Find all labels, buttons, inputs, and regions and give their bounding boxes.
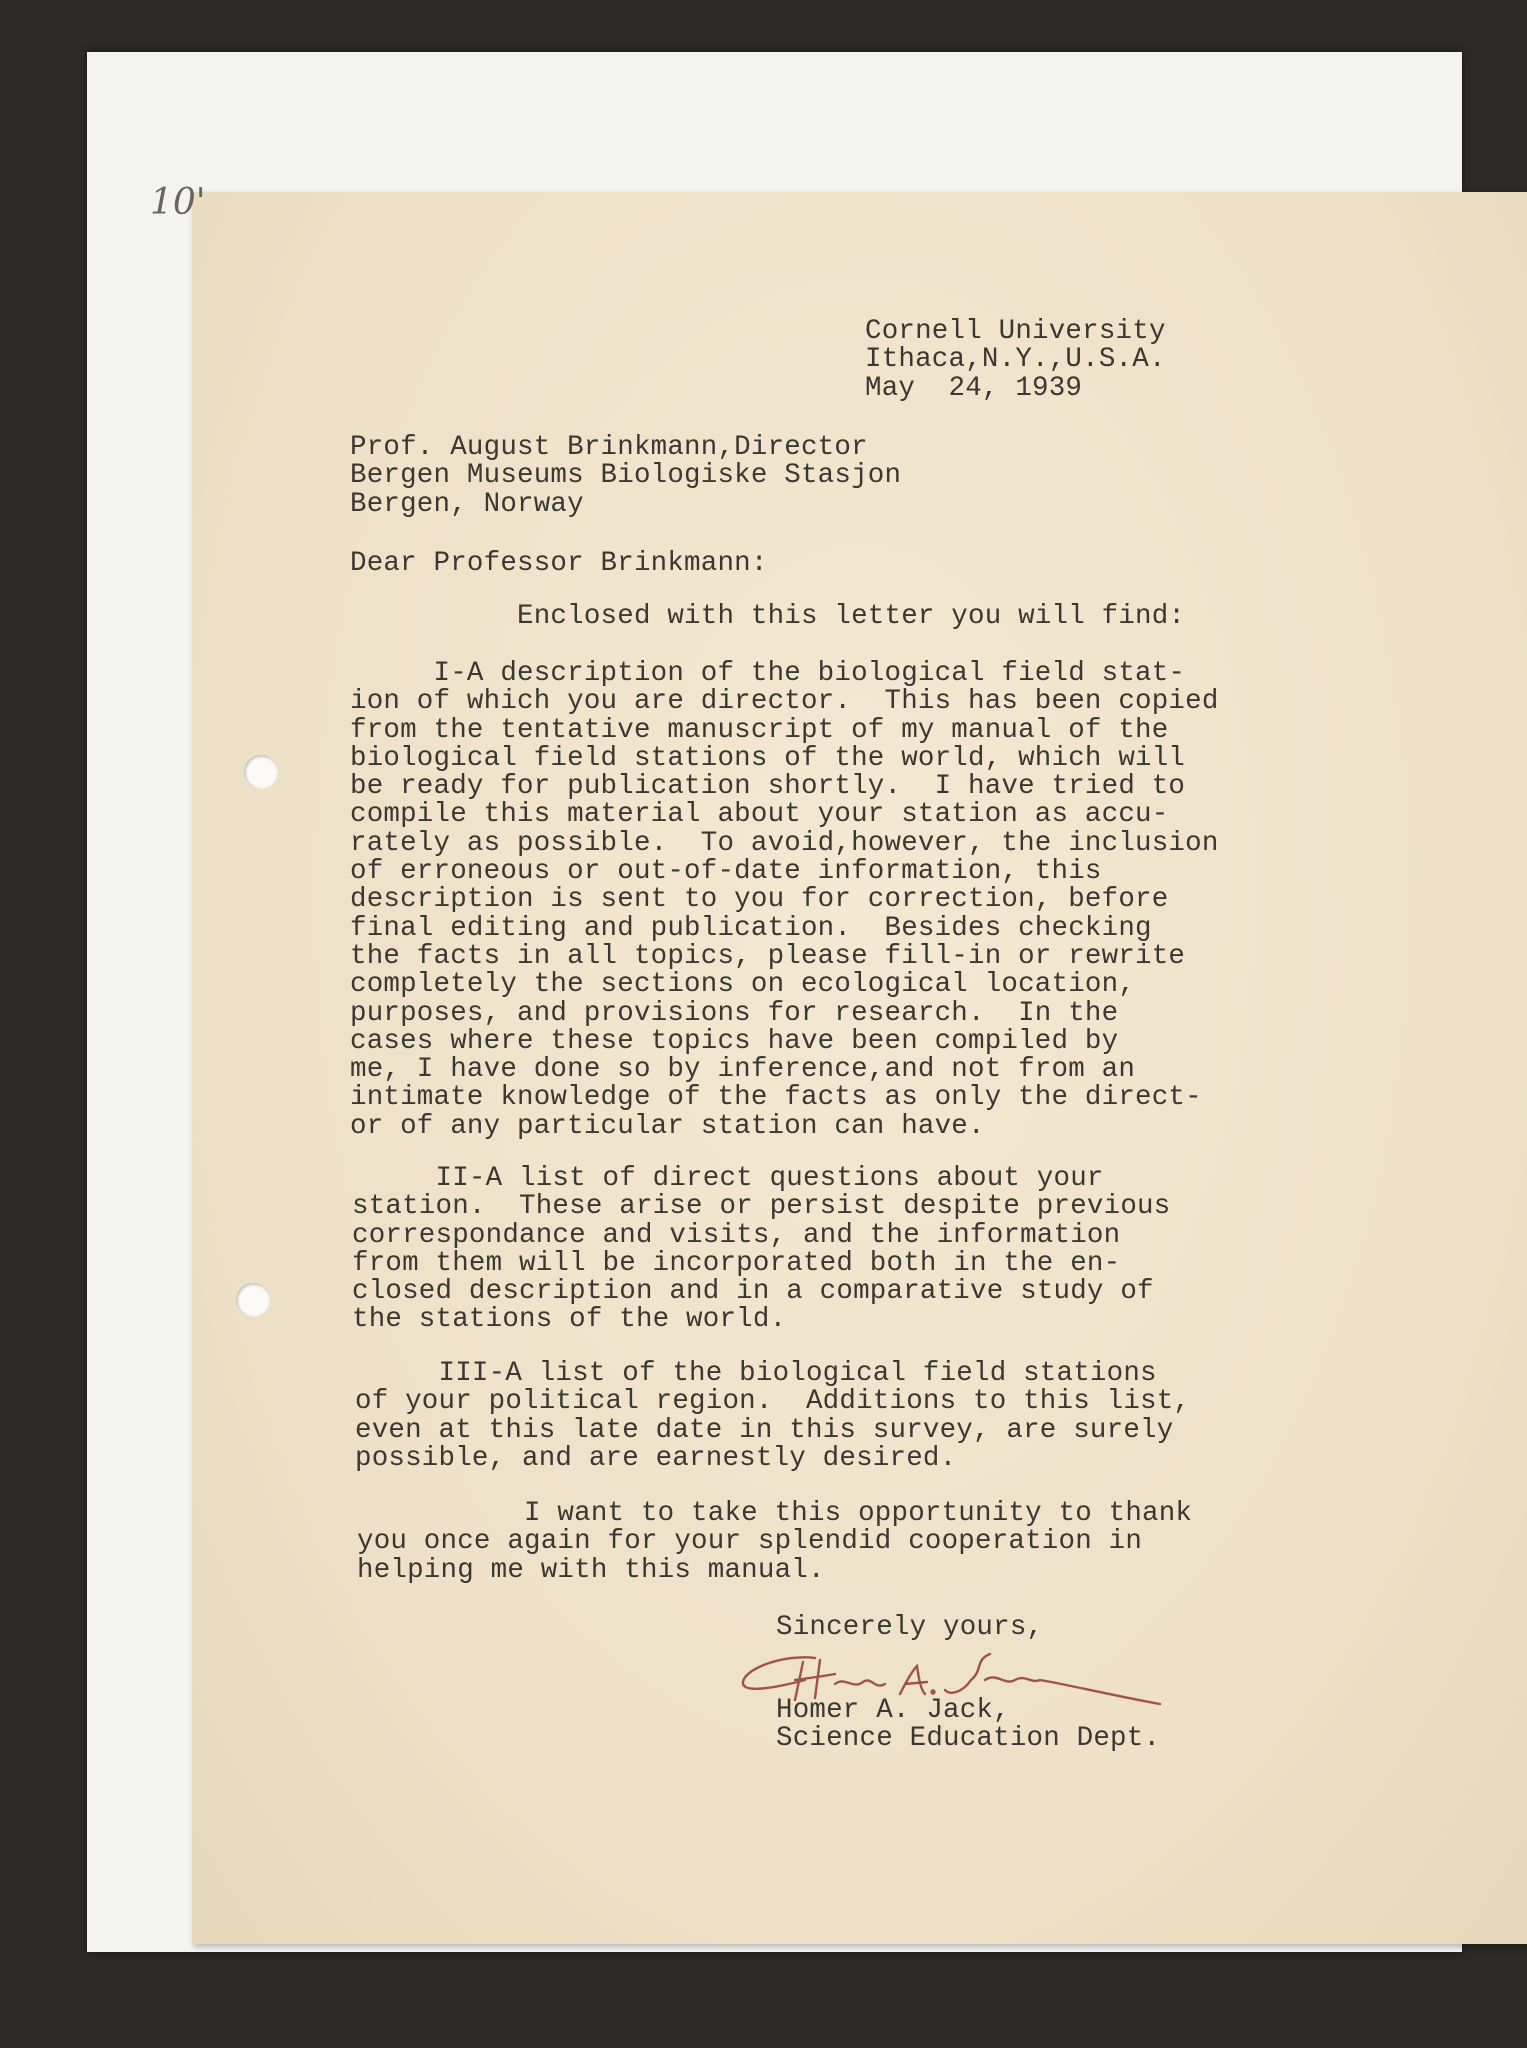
recipient-line: Bergen Museums Biologiske Stasjon: [350, 460, 902, 492]
paragraph-4: [357, 1500, 1192, 1585]
salutation: Dear Professor Brinkmann:: [350, 548, 768, 579]
date-line: May 24, 1939: [865, 372, 1083, 404]
page-number-mark: 10': [150, 182, 206, 223]
sender-block: [865, 318, 1166, 403]
text-line: from them will be incorporated both in the en-: [352, 1247, 1121, 1279]
text-line: biological field stations of the world, which will: [350, 742, 1186, 774]
text-line: the facts in all topics, please fill-in or rewrite: [350, 940, 1186, 972]
text-line: I want to take this opportunity to thank: [357, 1498, 1193, 1529]
text-line: completely the sections on ecological location,: [350, 969, 1136, 1001]
signature-block: [776, 1697, 1160, 1754]
recipient-line: Prof. August Brinkmann,Director: [350, 432, 868, 463]
text-line: closed description and in a comparative study of: [352, 1276, 1154, 1308]
text-line: intimate knowledge of the facts as only the direct-: [350, 1082, 1202, 1114]
text-line: you once again for your splendid cooperation in: [357, 1526, 1143, 1558]
text-line: from the tentative manuscript of my manual of the: [350, 714, 1169, 746]
recipient-line: Bergen, Norway: [350, 488, 584, 520]
text-line: correspondance and visits, and the information: [352, 1219, 1121, 1251]
text-line: rately as possible. To avoid,however, the inclusion: [350, 827, 1219, 859]
text-line: description is sent to you for correction, before: [350, 884, 1169, 916]
text-line: purposes, and provisions for research. In the: [350, 997, 1119, 1029]
text-line: be ready for publication shortly. I have tried to: [350, 771, 1186, 803]
sender-line: Ithaca,N.Y.,U.S.A.: [865, 344, 1166, 376]
text-line: or of any particular station can have.: [350, 1110, 985, 1142]
text-line: helping me with this manual.: [357, 1554, 825, 1586]
text-line: II-A list of direct questions about your: [352, 1163, 1104, 1194]
punch-hole: [236, 1283, 270, 1317]
paragraph-2: [352, 1165, 1170, 1335]
closing: Sincerely yours,: [776, 1612, 1044, 1643]
text-line: compile this material about your station as accu-: [350, 799, 1169, 831]
signer-department: Science Education Dept.: [776, 1723, 1161, 1755]
punch-hole: [244, 755, 278, 789]
text-line: station. These arise or persist despite previous: [352, 1191, 1171, 1223]
sender-line: Cornell University: [865, 316, 1166, 347]
text-line: I-A description of the biological field stat-: [350, 658, 1186, 689]
text-line: cases where these topics have been compiled by: [350, 1025, 1119, 1057]
text-line: even at this late date in this survey, are surely: [355, 1414, 1174, 1446]
text-line: of your political region. Additions to this list,: [355, 1386, 1191, 1418]
text-line: final editing and publication. Besides checking: [350, 912, 1152, 944]
paragraph-3: [355, 1360, 1190, 1473]
paragraph-1: [350, 660, 1219, 1141]
text-line: possible, and are earnestly desired.: [355, 1442, 957, 1474]
text-line: ion of which you are director. This has been copied: [350, 686, 1219, 718]
text-line: the stations of the world.: [352, 1304, 787, 1336]
text-line: me, I have done so by inference,and not from an: [350, 1054, 1136, 1086]
recipient-block: [350, 434, 901, 519]
text-line: III-A list of the biological field stations: [355, 1358, 1157, 1389]
text-line: of erroneous or out-of-date information, this: [350, 856, 1102, 888]
intro-line: Enclosed with this letter you will find:: [350, 601, 1186, 632]
signer-name: Homer A. Jack,: [776, 1695, 1010, 1726]
